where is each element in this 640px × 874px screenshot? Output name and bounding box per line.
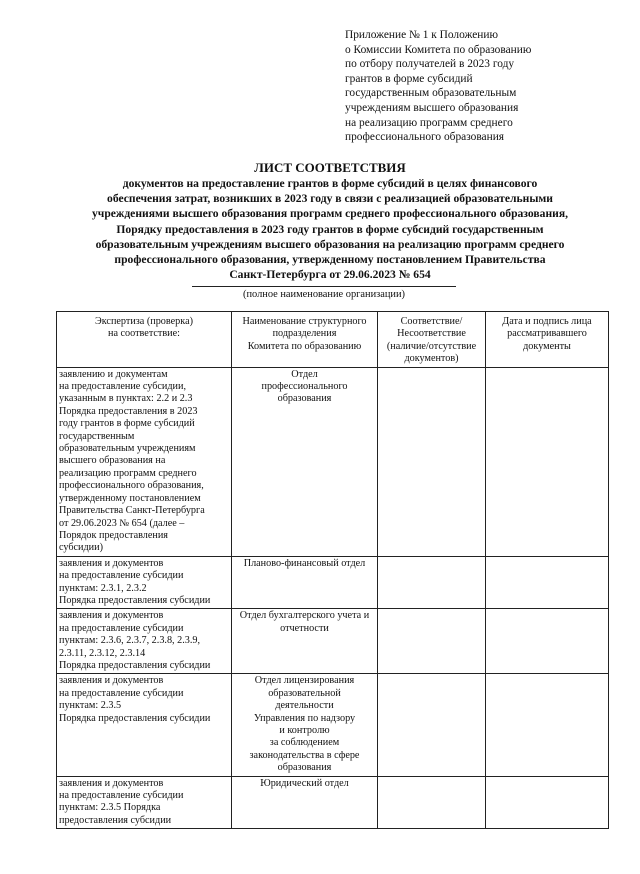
- appendix-line: государственным образовательным: [345, 87, 517, 100]
- title-line: профессионального образования, утвержденному постановлением Правительства: [114, 253, 546, 267]
- title-line: обеспечения затрат, возникших в 2023 году в связи с реализацией образовательными: [107, 192, 553, 206]
- signature-cell[interactable]: [486, 674, 609, 776]
- check-cell: заявления и документов на предоставление субсидии пунктам: 2.3.1, 2.3.2 Порядка предоставления субсидии: [57, 556, 232, 609]
- organization-name-line: [192, 286, 456, 287]
- title-line: Порядку предоставления в 2023 году грантов в форме субсидий государственным: [116, 222, 544, 236]
- appendix-line: о Комиссии Комитета по образованию: [345, 43, 532, 56]
- compliance-cell[interactable]: [378, 609, 486, 674]
- appendix-line: по отбору получателей в 2023 году: [345, 58, 515, 71]
- check-cell: заявления и документов на предоставление субсидии пунктам: 2.3.5 Порядка предоставления субсидии: [57, 674, 232, 776]
- department-cell: Планово-финансовый отдел: [232, 556, 378, 609]
- appendix-line: на реализацию программ среднего: [345, 116, 513, 129]
- appendix-line: профессионального образования: [345, 131, 505, 144]
- header-check: Экспертиза (проверка) на соответствие:: [57, 312, 232, 368]
- table-row: [57, 776, 609, 829]
- check-cell: заявлению и документам на предоставление субсидии, указанным в пунктах: 2.2 и 2.3 Порядка предоставления в 2023 году грантов в форме субсидий государственным образовательным учреждениям высшего образования на реализацию программ среднего профессионального образования, утвержденному постановлением Правительства Санкт-Петербурга от 29.06.2023 № 654 (далее – Порядок предоставления субсидии): [57, 367, 232, 556]
- appendix-line: учреждениям высшего образования: [345, 101, 519, 114]
- department-cell: Отдел профессионального образования: [232, 367, 378, 556]
- department-cell: Отдел бухгалтерского учета и отчетности: [232, 609, 378, 674]
- header-signature: Дата и подпись лица рассматривавшего документы: [486, 312, 609, 368]
- table-header-row: [57, 312, 609, 368]
- table-row: [57, 367, 609, 556]
- appendix-line: грантов в форме субсидий: [345, 72, 473, 85]
- check-cell: заявления и документов на предоставление субсидии пунктам: 2.3.6, 2.3.7, 2.3.8, 2.3.9, 2.3.11, 2.3.12, 2.3.14 Порядка предоставления субсидии: [57, 609, 232, 674]
- check-cell: заявления и документов на предоставление субсидии пунктам: 2.3.5 Порядка предоставления субсидии: [57, 776, 232, 829]
- signature-cell[interactable]: [486, 556, 609, 609]
- compliance-table: [56, 311, 609, 829]
- title-line: образовательным учреждениям высшего образования на реализацию программ среднего: [95, 237, 565, 251]
- signature-cell[interactable]: [486, 367, 609, 556]
- appendix-line: Приложение № 1 к Положению: [345, 29, 498, 41]
- title-line: документов на предоставление грантов в форме субсидий в целях финансового: [122, 177, 538, 190]
- document-title: [40, 160, 620, 282]
- table-row: [57, 674, 609, 776]
- department-cell: Отдел лицензирования образовательной деятельности Управления по надзору и контролю за соблюдением законодательства в сфере образования: [232, 674, 378, 776]
- compliance-cell[interactable]: [378, 674, 486, 776]
- header-department: Наименование структурного подразделения Комитета по образованию: [232, 312, 378, 368]
- signature-cell[interactable]: [486, 776, 609, 829]
- compliance-cell[interactable]: [378, 556, 486, 609]
- table-row: [57, 609, 609, 674]
- table-row: [57, 556, 609, 609]
- title-line: учреждениями высшего образования программ среднего профессионального образования,: [91, 207, 568, 221]
- compliance-cell[interactable]: [378, 367, 486, 556]
- organization-caption: (полное наименование организации): [243, 289, 405, 300]
- title-line: Санкт-Петербурга от 29.06.2023 № 654: [229, 268, 431, 282]
- department-cell: Юридический отдел: [232, 776, 378, 829]
- signature-cell[interactable]: [486, 609, 609, 674]
- page-title: ЛИСТ СООТВЕТСТВИЯ: [254, 160, 406, 175]
- header-compliance: Соответствие/ Несоответствие (наличие/отсутствие документов): [378, 312, 486, 368]
- appendix-note: [345, 28, 605, 145]
- compliance-cell[interactable]: [378, 776, 486, 829]
